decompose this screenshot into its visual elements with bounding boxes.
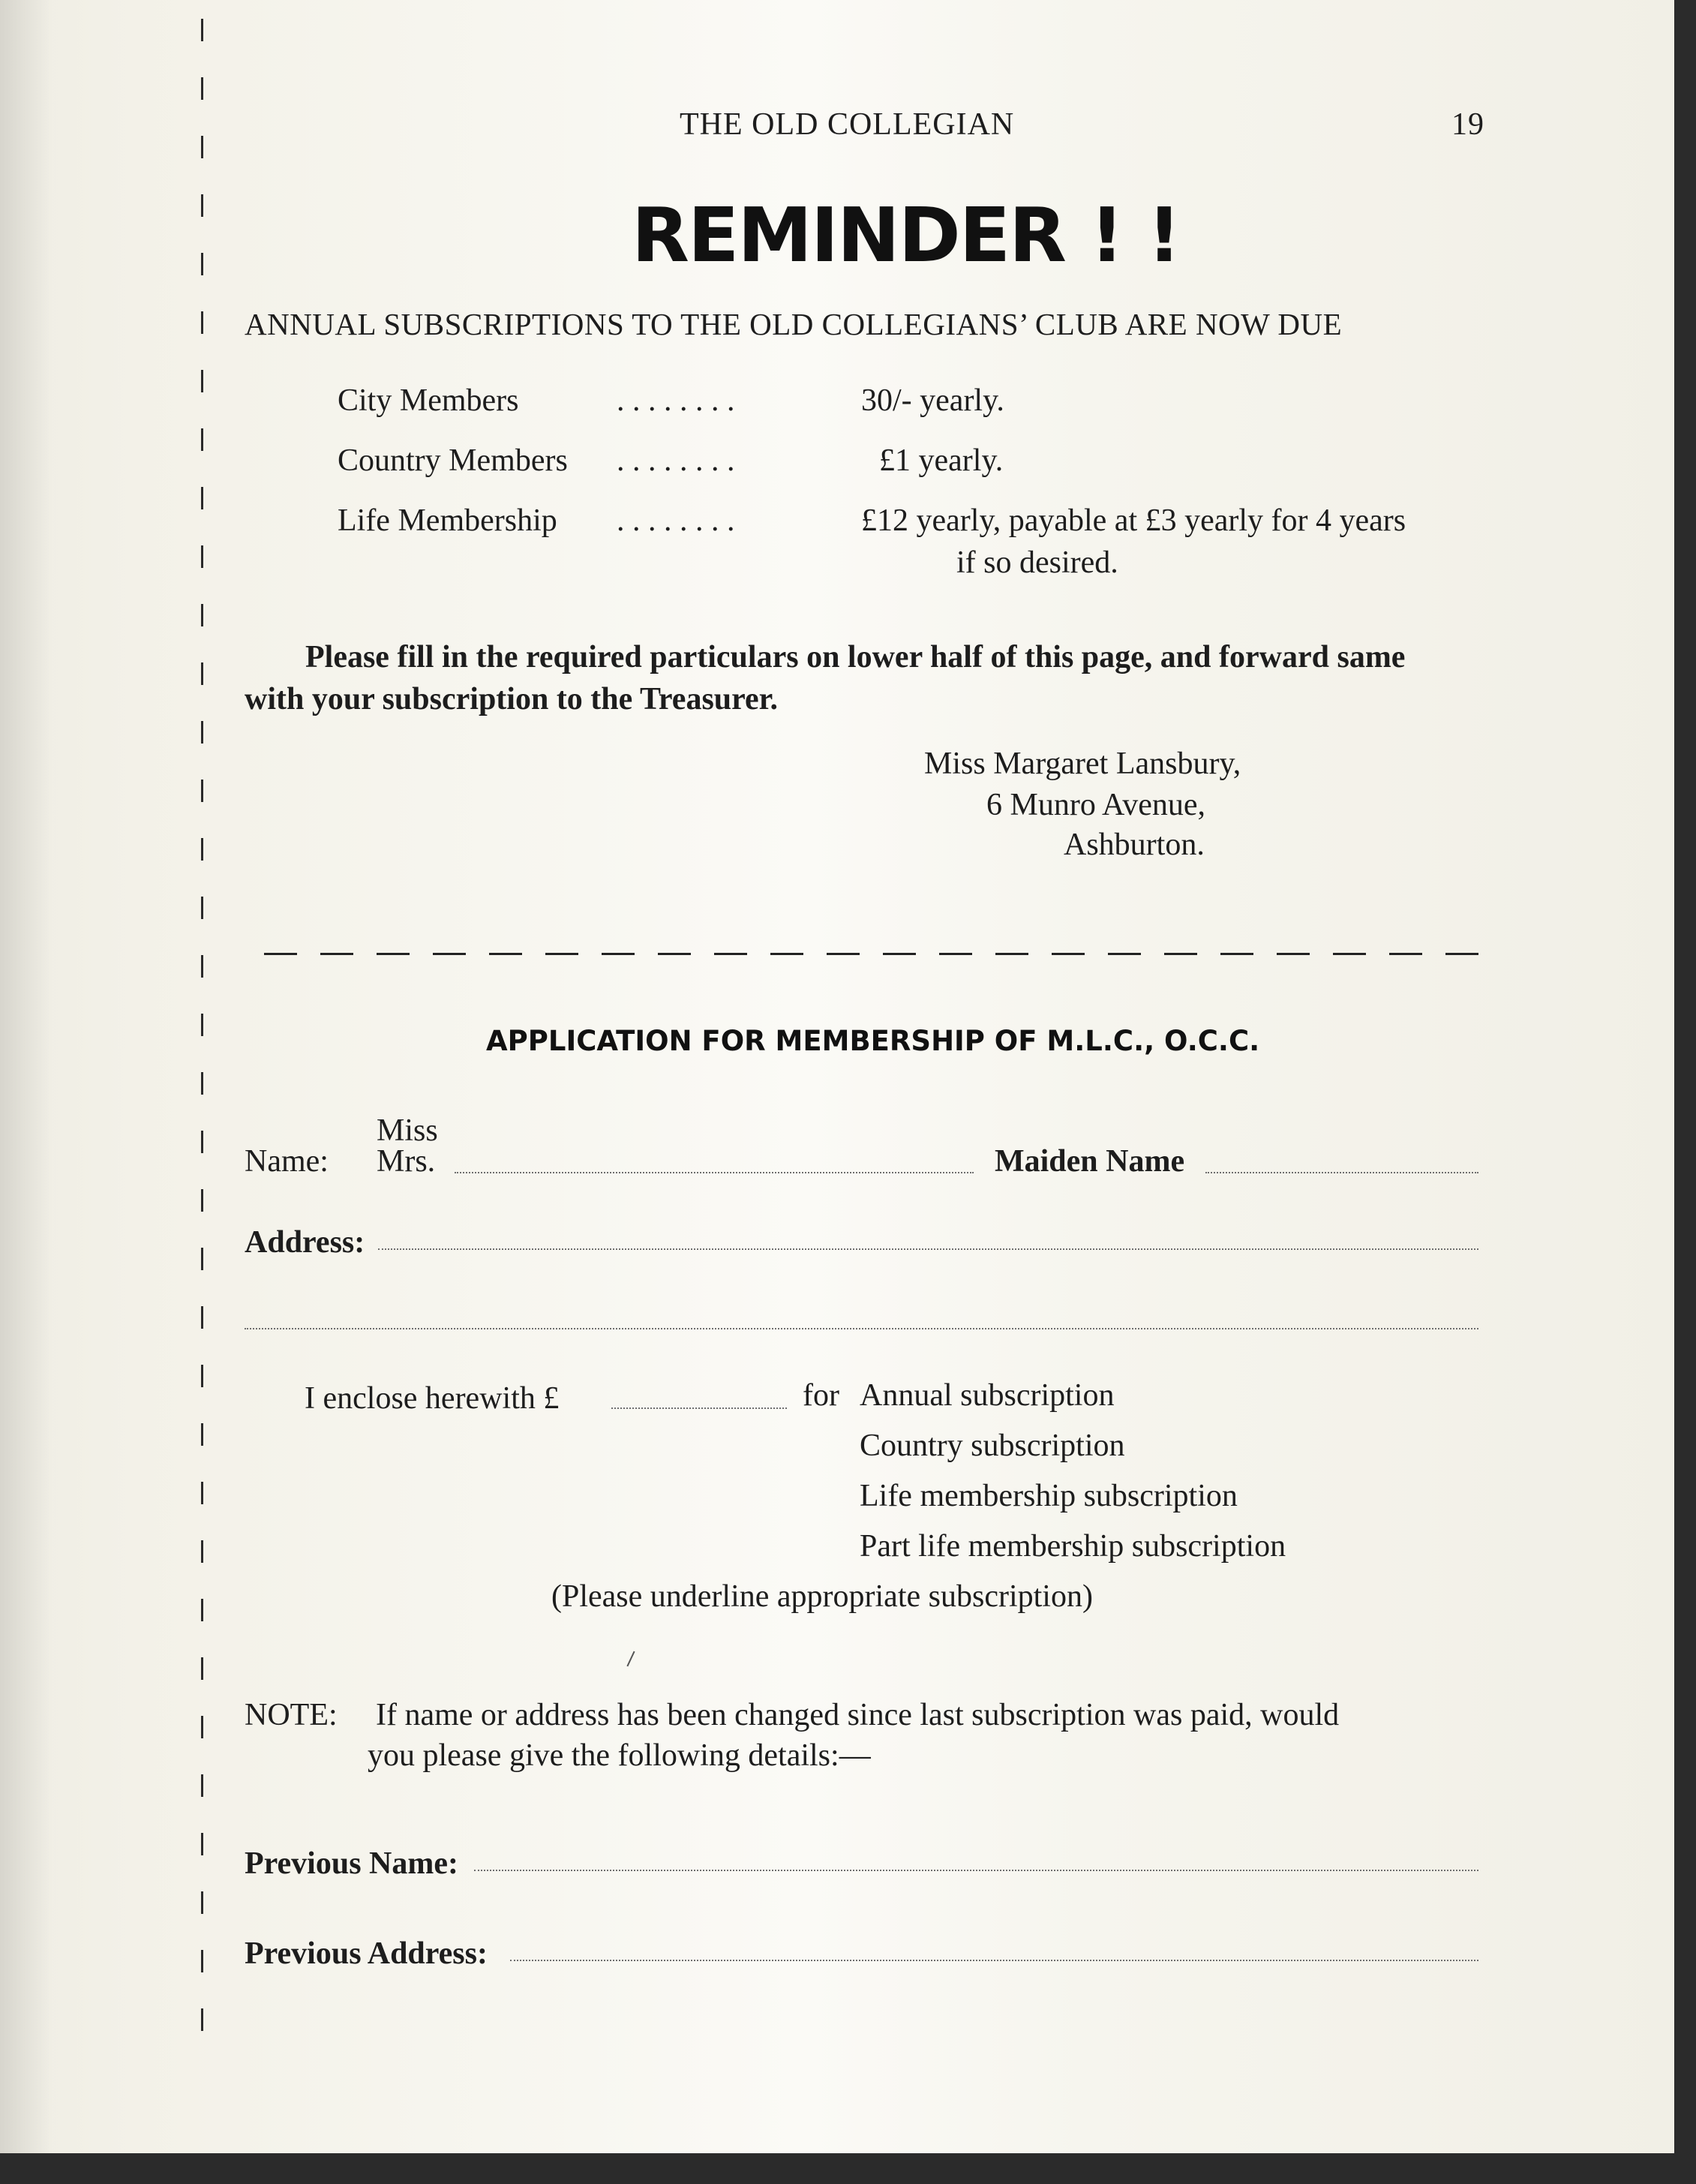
binding-mark <box>201 1131 203 1153</box>
binding-mark <box>201 1248 203 1270</box>
running-title: THE OLD COLLEGIAN <box>680 107 1015 142</box>
page-number: 19 <box>1451 107 1484 142</box>
option-part-life[interactable]: Part life membership subscription <box>860 1529 1286 1564</box>
rate-value-life-cont: if so desired. <box>956 545 1118 580</box>
treasurer-name: Miss Margaret Lansbury, <box>924 747 1241 781</box>
note-line-1: If name or address has been changed since last subscription was paid, would <box>376 1698 1340 1732</box>
binding-mark <box>201 370 203 392</box>
binding-mark <box>201 604 203 626</box>
binding-mark <box>201 1482 203 1504</box>
binding-mark <box>201 311 203 334</box>
option-annual[interactable]: Annual subscription <box>860 1378 1115 1413</box>
binding-mark <box>201 545 203 568</box>
binding-mark <box>201 721 203 744</box>
cut-line <box>264 953 1479 955</box>
address-field-line-1[interactable] <box>378 1248 1478 1250</box>
reminder-subtitle: ANNUAL SUBSCRIPTIONS TO THE OLD COLLEGIANS’ CLUB ARE NOW DUE <box>245 307 1343 341</box>
rate-value-city: 30/- yearly. <box>861 383 1004 418</box>
rate-label-city: City Members <box>338 383 519 418</box>
binding-mark <box>201 955 203 978</box>
binding-mark <box>201 428 203 451</box>
binding-mark <box>201 1014 203 1036</box>
instruction-line-1: Please fill in the required particulars on lower half of this page, and forward same <box>305 640 1406 674</box>
binding-mark <box>201 1365 203 1387</box>
title-option-mrs: Mrs. <box>377 1144 436 1179</box>
binding-mark <box>201 487 203 509</box>
option-country[interactable]: Country subscription <box>860 1428 1125 1463</box>
option-life[interactable]: Life membership subscription <box>860 1479 1238 1513</box>
binding-mark <box>201 1599 203 1621</box>
page-gutter-shadow <box>0 0 53 2153</box>
form-title: APPLICATION FOR MEMBERSHIP OF M.L.C., O.C.C. <box>486 1025 1260 1057</box>
binding-mark <box>201 897 203 919</box>
note-line-2: you please give the following details:— <box>368 1738 871 1773</box>
binding-mark <box>201 1950 203 1972</box>
binding-mark <box>201 1657 203 1680</box>
for-label: for <box>803 1378 839 1413</box>
instruction-line-2: with your subscription to the Treasurer. <box>245 682 778 716</box>
title-option-miss: Miss <box>377 1113 438 1148</box>
rate-value-life: £12 yearly, payable at £3 yearly for 4 years <box>861 503 1406 538</box>
maiden-name-field[interactable] <box>1205 1172 1478 1173</box>
binding-mark <box>201 1774 203 1797</box>
binding-mark <box>201 1540 203 1563</box>
binding-mark <box>201 2008 203 2031</box>
binding-mark <box>201 1716 203 1738</box>
binding-mark <box>201 1189 203 1212</box>
amount-field[interactable] <box>611 1407 787 1409</box>
name-field[interactable] <box>455 1172 974 1173</box>
reminder-title: REMINDER ! ! <box>632 191 1180 279</box>
binding-mark <box>201 1891 203 1914</box>
binding-mark <box>201 780 203 802</box>
binding-mark <box>201 194 203 217</box>
binding-mark <box>201 77 203 100</box>
previous-address-label: Previous Address: <box>245 1936 488 1971</box>
address-field-line-2[interactable] <box>245 1328 1478 1329</box>
previous-name-field[interactable] <box>474 1870 1478 1871</box>
rate-label-life: Life Membership <box>338 503 557 538</box>
note-label: NOTE: <box>245 1698 338 1732</box>
rate-leader: . . . . . . . . <box>617 383 735 418</box>
rate-leader: . . . . . . . . <box>617 443 735 478</box>
previous-address-field[interactable] <box>510 1960 1478 1961</box>
enclose-label: I enclose herewith £ <box>305 1381 560 1416</box>
binding-mark <box>201 1423 203 1446</box>
treasurer-street: 6 Munro Avenue, <box>986 788 1206 822</box>
previous-name-label: Previous Name: <box>245 1846 458 1881</box>
binding-mark <box>201 1306 203 1329</box>
binding-mark <box>201 1072 203 1095</box>
address-label: Address: <box>245 1225 365 1260</box>
binding-mark <box>201 1833 203 1855</box>
rate-value-country: £1 yearly. <box>879 443 1004 478</box>
binding-mark <box>201 19 203 41</box>
maiden-name-label: Maiden Name <box>995 1144 1185 1179</box>
binding-mark <box>201 838 203 861</box>
binding-mark <box>201 662 203 685</box>
underline-note: (Please underline appropriate subscription) <box>551 1579 1093 1614</box>
treasurer-town: Ashburton. <box>1064 828 1205 862</box>
binding-mark <box>201 136 203 158</box>
rate-label-country: Country Members <box>338 443 568 478</box>
binding-mark <box>201 253 203 275</box>
rate-leader: . . . . . . . . <box>617 503 735 538</box>
name-label: Name: <box>245 1144 329 1179</box>
